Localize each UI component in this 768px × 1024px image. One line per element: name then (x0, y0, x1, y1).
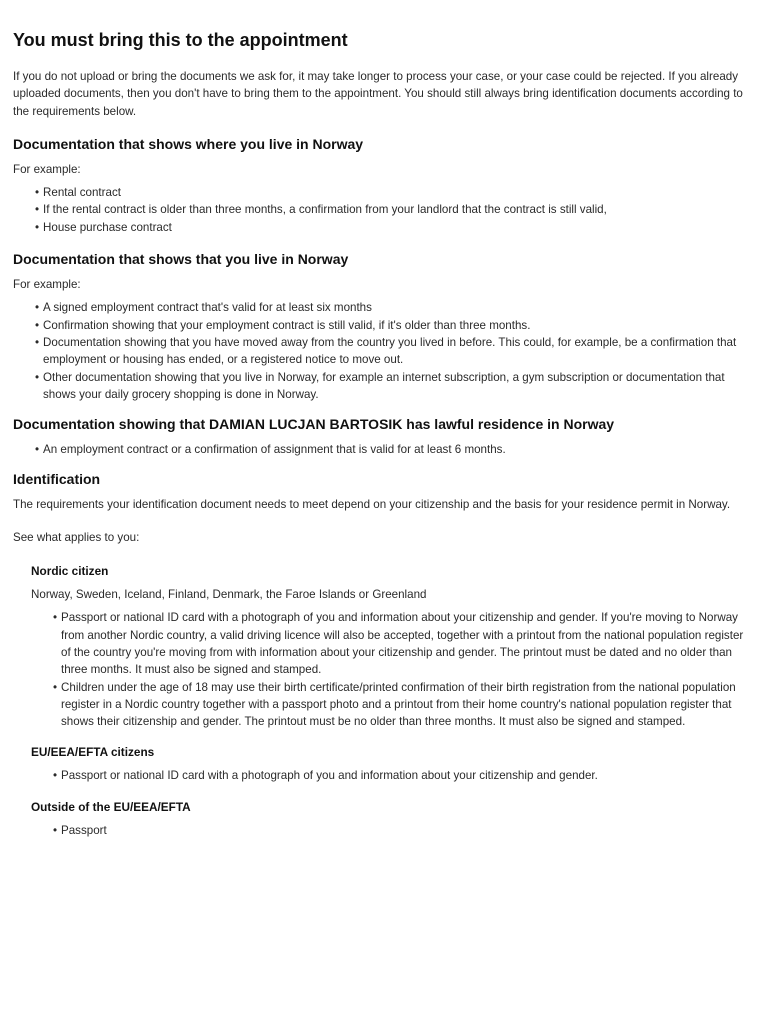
list-item: • An employment contract or a confirmation of assignment that is valid for at least 6 months. (35, 441, 756, 458)
see-what-applies: See what applies to you: (13, 530, 140, 544)
eu-citizen-heading: EU/EEA/EFTA citizens (31, 745, 155, 760)
outside-eu-heading: Outside of the EU/EEA/EFTA (31, 799, 191, 814)
list-item: • Passport or national ID card with a photograph of you and information about your citizenship and gender. If you're moving to Norway from another Nordic country, a valid driving licence will also be accepted, together with a printout from the national population register of the country you're moving from with information about your citizenship and gender. The printout must be dated and no older than three months. It must also be signed and stamped. (53, 609, 756, 678)
list-item: • Passport (53, 822, 756, 839)
list-item: • Other documentation showing that you live in Norway, for example an internet subscription, a gym subscription or documentation that shows your daily grocery shopping is done in Norway. (35, 369, 756, 404)
section-heading-lawful-residence: Documentation showing that DAMIAN LUCJAN BARTOSIK has lawful residence in Norway (13, 416, 615, 433)
section-heading-where-you-live: Documentation that shows where you live in Norway (13, 135, 364, 152)
outside-eu-requirements-list (31, 822, 756, 839)
nordic-countries: Norway, Sweden, Iceland, Finland, Denmark, the Faroe Islands or Greenland (31, 588, 427, 602)
list-item: • Documentation showing that you have moved away from the country you lived in before. This could, for example, be a confirmation that employment or housing has ended, or a registered notice to move out. (35, 334, 756, 369)
outside-eu-section (13, 799, 756, 839)
list-item: • Confirmation showing that your employment contract is still valid, if it's older than three months. (35, 317, 756, 334)
eu-requirements-list (31, 767, 756, 784)
list-item: • Rental contract (35, 184, 756, 201)
eu-citizen-section (13, 744, 756, 784)
intro-paragraph: If you do not upload or bring the documents we ask for, it may take longer to process your case, or your case could be rejected. If you already uploaded documents, then you don't have to bring them to the appointment. You should still always bring identification documents according to the requirements below. (13, 70, 743, 118)
section-heading-identification: Identification (13, 471, 101, 488)
list-item: • Passport or national ID card with a photograph of you and information about your citizenship and gender. (53, 767, 756, 784)
that-you-live-list (13, 299, 756, 403)
for-example-label: For example: (13, 278, 81, 292)
where-you-live-list (13, 184, 756, 236)
nordic-requirements-list (31, 609, 756, 730)
list-item: • If the rental contract is older than three months, a confirmation from your landlord that the contract is still valid, (35, 201, 756, 218)
list-item: • Children under the age of 18 may use their birth certificate/printed confirmation of their birth registration from the national population register in a Nordic country together with a passport photo and a printout from their home country's national population register that shows their citizenship and gender. The printout must be no older than three months. It must also be signed and stamped. (53, 679, 756, 731)
nordic-citizen-section (13, 563, 756, 730)
section-heading-that-you-live: Documentation that shows that you live in Norway (13, 251, 349, 268)
list-item: • A signed employment contract that's valid for at least six months (35, 299, 756, 316)
page-title: You must bring this to the appointment (13, 30, 348, 50)
list-item: • House purchase contract (35, 219, 756, 236)
for-example-label: For example: (13, 162, 81, 176)
lawful-residence-list (13, 441, 756, 458)
nordic-citizen-heading: Nordic citizen (31, 564, 109, 579)
identification-text: The requirements your identification document needs to meet depend on your citizenship and the basis for your residence permit in Norway. (13, 498, 731, 512)
